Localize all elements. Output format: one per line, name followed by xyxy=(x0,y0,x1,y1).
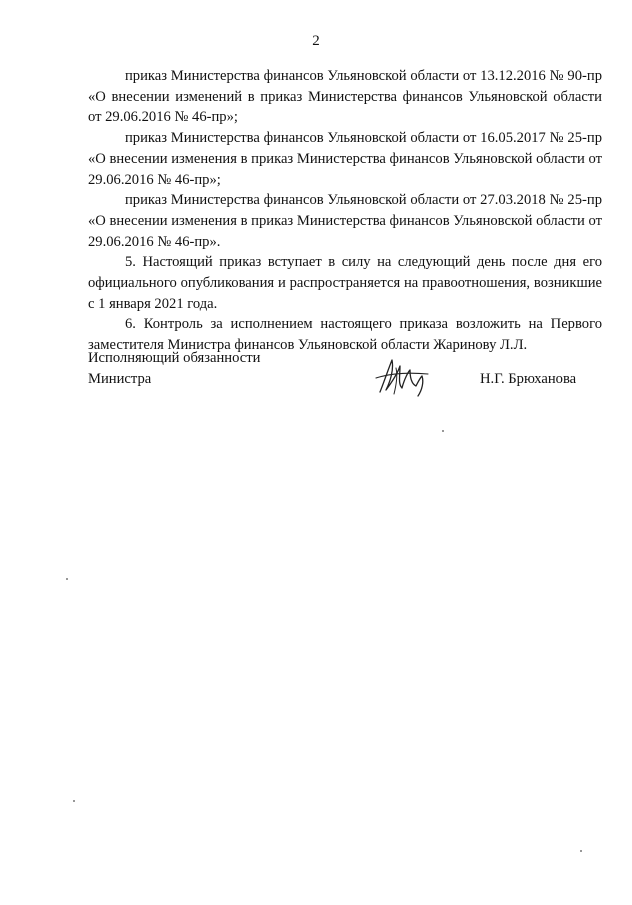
amended-order-item: приказ Министерства финансов Ульяновской области от 13.12.2016 № 90-пр «О внесении изменений в приказ Министерства финансов Ульяновской области от 29.06.2016 № 46-пр»; xyxy=(88,68,602,126)
amended-order-item: приказ Министерства финансов Ульяновской области от 16.05.2017 № 25-пр «О внесении изменения в приказ Министерства финансов Ульяновской области от 29.06.2016 № 46-пр»; xyxy=(88,130,602,188)
signatory-title-line: Министра xyxy=(88,370,152,387)
scan-speck xyxy=(580,850,582,852)
signatory-title-line: Исполняющий обязанности xyxy=(88,350,261,366)
document-body xyxy=(88,66,602,356)
signatory-name: Н.Г. Брюханова xyxy=(480,371,577,387)
clause-5: 5. Настоящий приказ вступает в силу на следующий день после дня его официального опубликования и распространяется на правоотношения, возникшие с 1 января 2021 года. xyxy=(88,254,602,312)
scan-speck xyxy=(442,430,444,432)
handwritten-signature xyxy=(372,352,432,402)
clause-6: 6. Контроль за исполнением настоящего приказа возложить на Первого заместителя Министра финансов Ульяновской области Жаринову Л.Л. xyxy=(88,316,602,354)
amended-order-item: приказ Министерства финансов Ульяновской области от 27.03.2018 № 25-пр «О внесении изменения в приказ Министерства финансов Ульяновской области от 29.06.2016 № 46-пр». xyxy=(88,192,602,250)
page-number: 2 xyxy=(312,33,320,49)
scan-speck xyxy=(66,578,68,580)
signatory-title xyxy=(88,348,260,389)
scan-speck xyxy=(73,800,75,802)
